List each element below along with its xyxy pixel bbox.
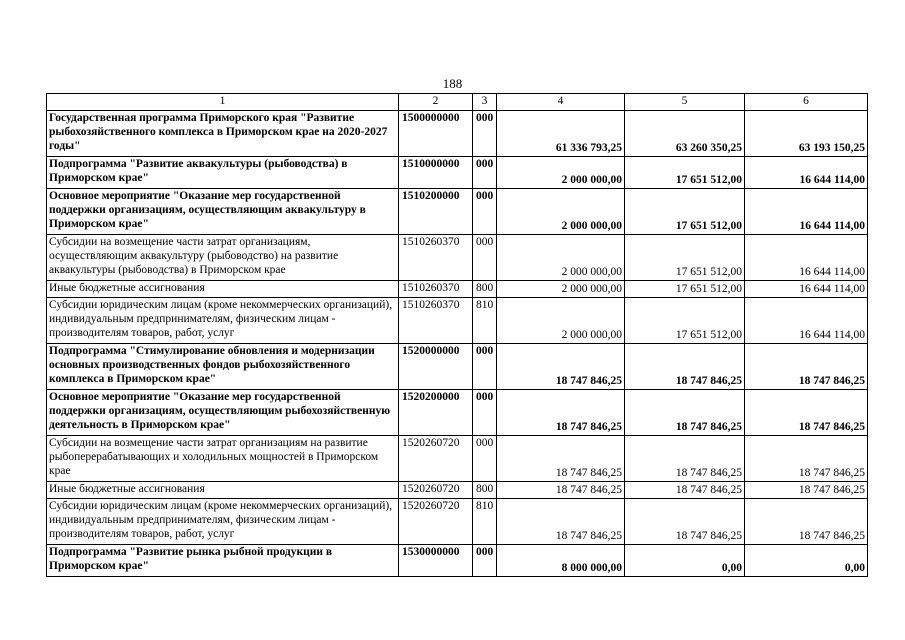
target-code: 1510200000 [399, 189, 473, 235]
amount-col6: 16 644 114,00 [745, 189, 868, 235]
amount-col6: 16 644 114,00 [745, 157, 868, 189]
amount-col4: 61 336 793,25 [497, 111, 625, 157]
amount-col5: 0,00 [625, 545, 745, 577]
amount-col4: 2 000 000,00 [497, 189, 625, 235]
expense-type-code: 000 [473, 545, 497, 577]
target-code: 1510260370 [399, 298, 473, 344]
target-code: 1500000000 [399, 111, 473, 157]
amount-col6: 18 747 846,25 [745, 344, 868, 390]
expense-type-code: 800 [473, 482, 497, 499]
amount-col5: 17 651 512,00 [625, 189, 745, 235]
row-name: Субсидии на возмещение части затрат организациям на развитие рыбоперерабатывающих и холодильных мощностей в Приморском крае [47, 436, 399, 482]
column-header: 4 [497, 94, 625, 111]
amount-col5: 63 260 350,25 [625, 111, 745, 157]
amount-col4: 18 747 846,25 [497, 499, 625, 545]
row-name: Государственная программа Приморского края "Развитие рыбохозяйственного комплекса в Приморском крае на 2020-2027 годы" [47, 111, 399, 157]
amount-col6: 18 747 846,25 [745, 482, 868, 499]
amount-col4: 18 747 846,25 [497, 482, 625, 499]
table-row [47, 344, 868, 390]
amount-col6: 18 747 846,25 [745, 390, 868, 436]
amount-col6: 18 747 846,25 [745, 499, 868, 545]
column-header: 2 [399, 94, 473, 111]
row-name: Субсидии юридическим лицам (кроме некоммерческих организаций), индивидуальным предпринимателям, физическим лицам - производителям товаров, работ, услуг [47, 298, 399, 344]
amount-col4: 2 000 000,00 [497, 281, 625, 298]
expense-type-code: 810 [473, 298, 497, 344]
table-row [47, 189, 868, 235]
target-code: 1510260370 [399, 235, 473, 281]
amount-col6: 16 644 114,00 [745, 235, 868, 281]
amount-col4: 2 000 000,00 [497, 298, 625, 344]
amount-col4: 18 747 846,25 [497, 344, 625, 390]
row-name: Подпрограмма "Развитие рынка рыбной продукции в Приморском крае" [47, 545, 399, 577]
column-header: 5 [625, 94, 745, 111]
amount-col4: 2 000 000,00 [497, 235, 625, 281]
table-row [47, 235, 868, 281]
target-code: 1520260720 [399, 436, 473, 482]
expense-type-code: 810 [473, 499, 497, 545]
expense-type-code: 000 [473, 189, 497, 235]
expense-type-code: 000 [473, 235, 497, 281]
row-name: Иные бюджетные ассигнования [47, 281, 399, 298]
amount-col5: 18 747 846,25 [625, 344, 745, 390]
expense-type-code: 000 [473, 344, 497, 390]
row-name: Основное мероприятие "Оказание мер государственной поддержки организациям, осуществляющим аквакультуру в Приморском крае" [47, 189, 399, 235]
row-name: Иные бюджетные ассигнования [47, 482, 399, 499]
target-code: 1520260720 [399, 482, 473, 499]
column-header: 6 [745, 94, 868, 111]
row-name: Основное мероприятие "Оказание мер государственной поддержки организациям, осуществляющим рыбохозяйственную деятельность в Приморском крае" [47, 390, 399, 436]
amount-col6: 0,00 [745, 545, 868, 577]
amount-col5: 18 747 846,25 [625, 390, 745, 436]
row-name: Подпрограмма "Развитие аквакультуры (рыбоводства) в Приморском крае" [47, 157, 399, 189]
amount-col6: 18 747 846,25 [745, 436, 868, 482]
target-code: 1510260370 [399, 281, 473, 298]
column-header: 1 [47, 94, 399, 111]
amount-col4: 2 000 000,00 [497, 157, 625, 189]
amount-col6: 63 193 150,25 [745, 111, 868, 157]
target-code: 1520260720 [399, 499, 473, 545]
target-code: 1530000000 [399, 545, 473, 577]
column-number-row [47, 94, 868, 111]
column-header: 3 [473, 94, 497, 111]
table-row [47, 545, 868, 577]
table-row [47, 298, 868, 344]
table-row [47, 281, 868, 298]
table-row [47, 157, 868, 189]
expense-type-code: 000 [473, 157, 497, 189]
target-code: 1520200000 [399, 390, 473, 436]
row-name: Подпрограмма "Стимулирование обновления и модернизации основных производственных фондов рыбохозяйственного комплекса в Приморском крае" [47, 344, 399, 390]
expense-type-code: 800 [473, 281, 497, 298]
expense-type-code: 000 [473, 390, 497, 436]
amount-col5: 17 651 512,00 [625, 235, 745, 281]
amount-col5: 17 651 512,00 [625, 298, 745, 344]
target-code: 1520000000 [399, 344, 473, 390]
budget-table [46, 93, 868, 577]
table-row [47, 390, 868, 436]
table-row [47, 499, 868, 545]
amount-col5: 17 651 512,00 [625, 281, 745, 298]
amount-col5: 17 651 512,00 [625, 157, 745, 189]
amount-col4: 18 747 846,25 [497, 436, 625, 482]
expense-type-code: 000 [473, 436, 497, 482]
amount-col4: 18 747 846,25 [497, 390, 625, 436]
amount-col4: 8 000 000,00 [497, 545, 625, 577]
amount-col5: 18 747 846,25 [625, 436, 745, 482]
target-code: 1510000000 [399, 157, 473, 189]
table-row [47, 482, 868, 499]
amount-col5: 18 747 846,25 [625, 499, 745, 545]
table-row [47, 111, 868, 157]
amount-col6: 16 644 114,00 [745, 298, 868, 344]
row-name: Субсидии юридическим лицам (кроме некоммерческих организаций), индивидуальным предпринимателям, физическим лицам - производителям товаров, работ, услуг [47, 499, 399, 545]
expense-type-code: 000 [473, 111, 497, 157]
amount-col6: 16 644 114,00 [745, 281, 868, 298]
row-name: Субсидии на возмещение части затрат организациям, осуществляющим аквакультуру (рыбоводство) на развитие аквакультуры (рыбоводства) в Приморском крае [47, 235, 399, 281]
page-number: 188 [442, 76, 463, 91]
amount-col5: 18 747 846,25 [625, 482, 745, 499]
table-row [47, 436, 868, 482]
